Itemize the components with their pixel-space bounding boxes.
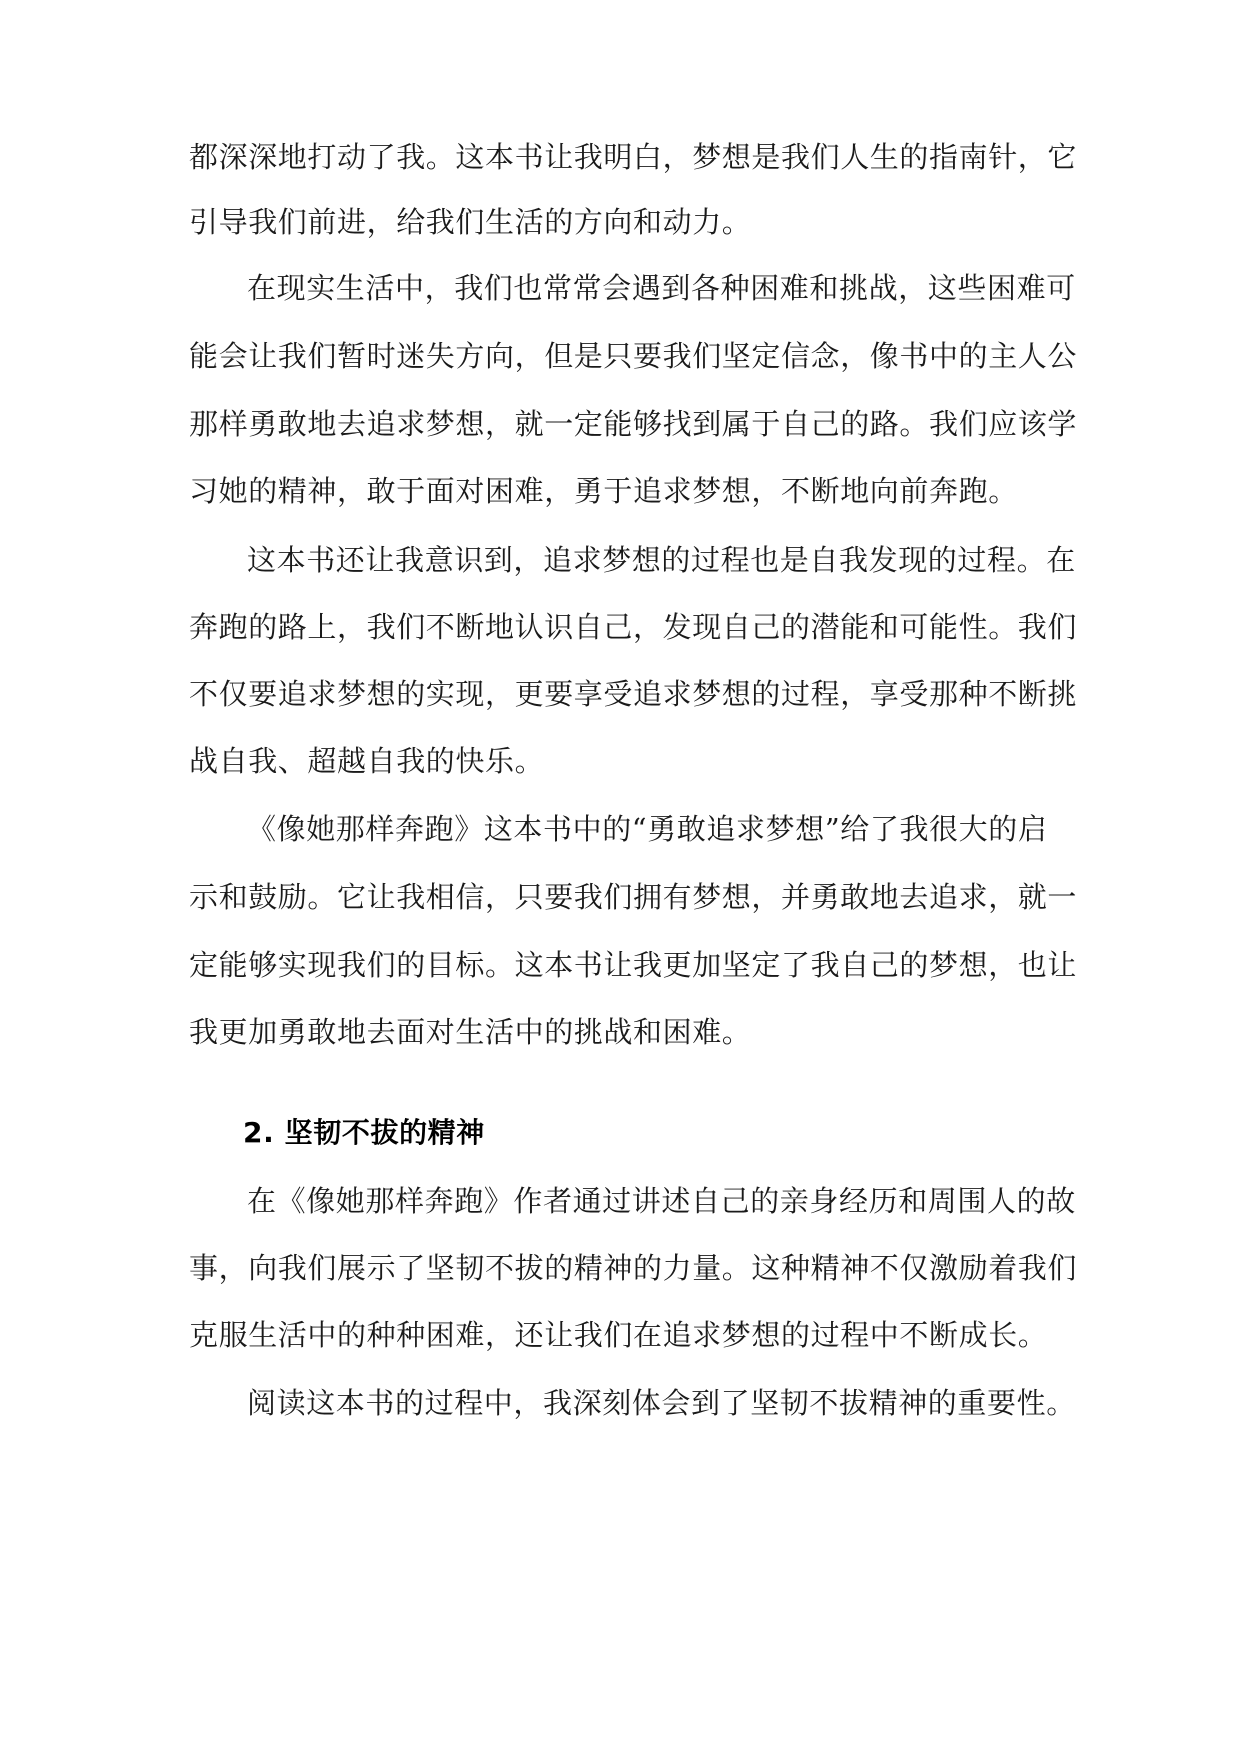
paragraph-line: 在《像她那样奔跑》作者通过讲述自己的亲身经历和周围人的故 bbox=[247, 1184, 1076, 1218]
paragraph-line: 奔跑的路上，我们不断地认识自己，发现自己的潜能和可能性。我们 bbox=[189, 610, 1078, 644]
paragraph-line: 战自我、超越自我的快乐。 bbox=[189, 744, 545, 778]
section-heading: 2. 坚韧不拔的精神 bbox=[243, 1116, 485, 1149]
paragraph-line: 阅读这本书的过程中，我深刻体会到了坚韧不拔精神的重要性。 bbox=[247, 1386, 1076, 1420]
paragraph-line: 事，向我们展示了坚韧不拔的精神的力量。这种精神不仅激励着我们 bbox=[189, 1251, 1078, 1285]
paragraph-line: 定能够实现我们的目标。这本书让我更加坚定了我自己的梦想，也让 bbox=[189, 948, 1078, 982]
paragraph-line: 不仅要追求梦想的实现，更要享受追求梦想的过程，享受那种不断挑 bbox=[189, 677, 1078, 711]
paragraph-line: 示和鼓励。它让我相信，只要我们拥有梦想，并勇敢地去追求，就一 bbox=[189, 880, 1078, 914]
paragraph-line: 这本书还让我意识到，追求梦想的过程也是自我发现的过程。在 bbox=[247, 543, 1076, 577]
paragraph-line: 那样勇敢地去追求梦想，就一定能够找到属于自己的路。我们应该学 bbox=[189, 407, 1078, 441]
paragraph-line: 能会让我们暂时迷失方向，但是只要我们坚定信念，像书中的主人公 bbox=[189, 339, 1078, 373]
paragraph-line: 《像她那样奔跑》这本书中的“勇敢追求梦想”给了我很大的启 bbox=[247, 812, 1048, 846]
paragraph-line: 克服生活中的种种困难，还让我们在追求梦想的过程中不断成长。 bbox=[189, 1318, 1048, 1352]
paragraph-line: 我更加勇敢地去面对生活中的挑战和困难。 bbox=[189, 1015, 752, 1049]
paragraph-line: 都深深地打动了我。这本书让我明白，梦想是我们人生的指南针，它 bbox=[189, 140, 1078, 174]
paragraph-line: 习她的精神，敢于面对困难，勇于追求梦想，不断地向前奔跑。 bbox=[189, 474, 1018, 508]
paragraph-line: 在现实生活中，我们也常常会遇到各种困难和挑战，这些困难可 bbox=[247, 271, 1076, 305]
paragraph-line: 引导我们前进，给我们生活的方向和动力。 bbox=[189, 205, 752, 239]
